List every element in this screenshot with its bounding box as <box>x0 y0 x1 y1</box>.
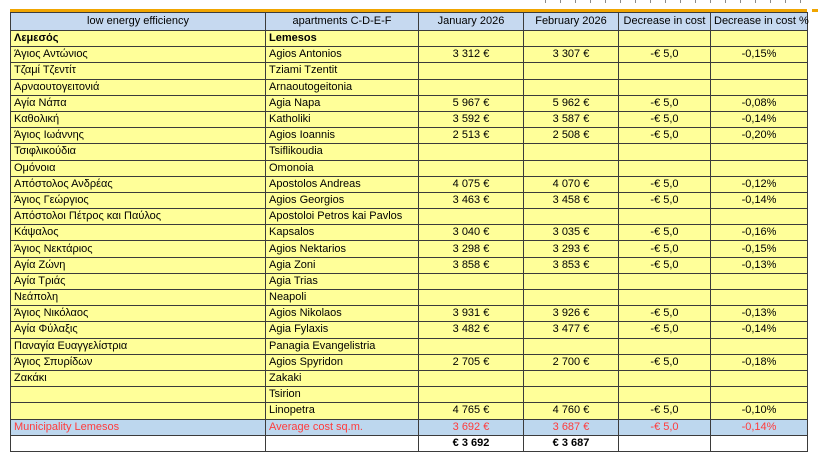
cell-translit-name[interactable]: Agios Ioannis <box>266 128 419 144</box>
cell-decrease-percent[interactable] <box>711 160 808 176</box>
cell-january-value[interactable] <box>419 79 524 95</box>
table-row <box>11 306 808 322</box>
cell-february-value[interactable]: 3 587 € <box>524 111 619 127</box>
cell-translit-name[interactable]: Apostoloi Petros kai Pavlos <box>266 209 419 225</box>
cell-decrease-value[interactable] <box>619 338 711 354</box>
cell-january-value[interactable]: 3 482 € <box>419 322 524 338</box>
table-row <box>11 144 808 160</box>
header-decrease-in-cost-pct[interactable]: Decrease in cost % <box>711 13 808 31</box>
cell-january-value[interactable]: 3 298 € <box>419 241 524 257</box>
cell-greek-name[interactable]: Αγία Ζώνη <box>11 257 266 273</box>
cell-decrease-percent[interactable] <box>711 144 808 160</box>
table-row <box>11 290 808 306</box>
cell-decrease-value[interactable]: -€ 5,0 <box>619 241 711 257</box>
cell-decrease-value[interactable]: -€ 5,0 <box>619 128 711 144</box>
cell-january-value[interactable]: 3 463 € <box>419 192 524 208</box>
cell-january-value[interactable]: 3 931 € <box>419 306 524 322</box>
table-row <box>11 160 808 176</box>
cell-translit-name[interactable]: Agios Georgios <box>266 192 419 208</box>
cell-february-value[interactable]: 4 760 € <box>524 403 619 419</box>
cell-february-value[interactable]: 3 687 € <box>524 419 619 435</box>
cell-decrease-percent[interactable] <box>711 209 808 225</box>
cell-greek-name[interactable]: Αγία Νάπα <box>11 95 266 111</box>
cell-decrease-value[interactable] <box>619 79 711 95</box>
table-row <box>11 241 808 257</box>
header-decrease-in-cost[interactable]: Decrease in cost <box>619 13 711 31</box>
cell-february-value[interactable]: 2 508 € <box>524 128 619 144</box>
cell-greek-name[interactable]: Απόστολοι Πέτρος και Παύλος <box>11 209 266 225</box>
cell-decrease-percent[interactable]: -0,15% <box>711 47 808 63</box>
header-january-2026[interactable]: January 2026 <box>419 13 524 31</box>
cell-january-value[interactable] <box>419 209 524 225</box>
cell-greek-name[interactable]: Άγιος Ιωάννης <box>11 128 266 144</box>
cell-decrease-percent[interactable] <box>711 63 808 79</box>
cell-translit-name[interactable]: Agia Fylaxis <box>266 322 419 338</box>
district-title-row <box>11 31 808 47</box>
cell-translit-name[interactable]: Omonoia <box>266 160 419 176</box>
cell-decrease-percent[interactable]: -0,13% <box>711 306 808 322</box>
cell-february-value[interactable]: 3 458 € <box>524 192 619 208</box>
cell-decrease-value[interactable]: -€ 5,0 <box>619 95 711 111</box>
cell-translit-name[interactable]: Linopetra <box>266 403 419 419</box>
cell-translit-name[interactable]: Katholiki <box>266 111 419 127</box>
cell-february-value[interactable] <box>524 209 619 225</box>
cell-january-value[interactable] <box>419 31 524 47</box>
cell-decrease-percent[interactable]: -0,15% <box>711 241 808 257</box>
cell-february-value[interactable]: 3 035 € <box>524 225 619 241</box>
cell-january-value[interactable]: 2 513 € <box>419 128 524 144</box>
header-apartments-cdef[interactable]: apartments C-D-E-F <box>266 13 419 31</box>
cell-decrease-value[interactable] <box>619 144 711 160</box>
cell-greek-name[interactable]: Απόστολος Ανδρέας <box>11 176 266 192</box>
cell-january-value[interactable]: 3 040 € <box>419 225 524 241</box>
cell-february-value[interactable]: 2 700 € <box>524 354 619 370</box>
cell-greek-name[interactable]: Άγιος Σπυρίδων <box>11 354 266 370</box>
cell-january-value[interactable]: 4 765 € <box>419 403 524 419</box>
cell-translit-name[interactable]: Agia Zoni <box>266 257 419 273</box>
cell-translit-name[interactable]: Agios Nektarios <box>266 241 419 257</box>
cell-february-value[interactable] <box>524 63 619 79</box>
cell-greek-name[interactable]: Τσιφλικούδια <box>11 144 266 160</box>
cell-decrease-value[interactable]: -€ 5,0 <box>619 225 711 241</box>
header-february-2026[interactable]: February 2026 <box>524 13 619 31</box>
cell-decrease-percent[interactable]: -0,14% <box>711 192 808 208</box>
cell-january-value[interactable] <box>419 290 524 306</box>
cell-decrease-percent[interactable]: -0,14% <box>711 322 808 338</box>
cell-january-value[interactable]: 3 312 € <box>419 47 524 63</box>
cell-decrease-percent[interactable] <box>711 338 808 354</box>
table-row <box>11 47 808 63</box>
cell-decrease-value[interactable]: -€ 5,0 <box>619 322 711 338</box>
cell-decrease-value[interactable] <box>619 370 711 386</box>
table-row <box>11 257 808 273</box>
cell-translit-name[interactable]: Apostolos Andreas <box>266 176 419 192</box>
cell-greek-name[interactable] <box>11 435 266 451</box>
cell-decrease-value[interactable]: -€ 5,0 <box>619 176 711 192</box>
header-row <box>11 13 808 31</box>
table-row <box>11 176 808 192</box>
cell-translit-name[interactable]: Agia Napa <box>266 95 419 111</box>
cell-february-value[interactable] <box>524 290 619 306</box>
cell-decrease-value[interactable]: -€ 5,0 <box>619 419 711 435</box>
table-row <box>11 63 808 79</box>
cell-february-value[interactable] <box>524 387 619 403</box>
cell-translit-name[interactable]: Tsiflikoudia <box>266 144 419 160</box>
cell-translit-name[interactable]: Tsirion <box>266 387 419 403</box>
cell-greek-name[interactable]: Αρναουτογειτονιά <box>11 79 266 95</box>
cell-translit-name[interactable]: Zakaki <box>266 370 419 386</box>
cell-january-value[interactable]: 2 705 € <box>419 354 524 370</box>
cell-february-value[interactable] <box>524 273 619 289</box>
table-row <box>11 338 808 354</box>
cell-greek-name[interactable]: Άγιος Νικόλαος <box>11 306 266 322</box>
cell-february-value[interactable]: 5 962 € <box>524 95 619 111</box>
table-row <box>11 209 808 225</box>
cell-february-value[interactable]: 3 853 € <box>524 257 619 273</box>
cell-february-value[interactable]: 3 477 € <box>524 322 619 338</box>
cell-decrease-percent[interactable]: -0,16% <box>711 225 808 241</box>
cell-decrease-percent[interactable]: -0,12% <box>711 176 808 192</box>
cell-february-value[interactable]: 3 293 € <box>524 241 619 257</box>
cell-decrease-percent[interactable]: -0,14% <box>711 111 808 127</box>
cell-decrease-value[interactable] <box>619 273 711 289</box>
cell-decrease-value[interactable] <box>619 63 711 79</box>
table-row <box>11 192 808 208</box>
cell-decrease-percent[interactable]: -0,18% <box>711 354 808 370</box>
table-row <box>11 79 808 95</box>
cell-february-value[interactable] <box>524 79 619 95</box>
summary-row <box>11 419 808 435</box>
cell-january-value[interactable]: 3 858 € <box>419 257 524 273</box>
cell-greek-name[interactable]: Άγιος Γεώργιος <box>11 192 266 208</box>
table-row <box>11 225 808 241</box>
cell-decrease-percent[interactable] <box>711 31 808 47</box>
cell-february-value[interactable] <box>524 144 619 160</box>
cell-january-value[interactable] <box>419 160 524 176</box>
cell-january-value[interactable] <box>419 273 524 289</box>
table-row <box>11 387 808 403</box>
cell-greek-name[interactable]: Ομόνοια <box>11 160 266 176</box>
table-row <box>11 128 808 144</box>
cell-translit-name[interactable]: Agios Spyridon <box>266 354 419 370</box>
cell-january-value[interactable] <box>419 63 524 79</box>
cell-january-value[interactable] <box>419 144 524 160</box>
partial-clipped-row <box>11 435 808 451</box>
clipped-row-above-ticks <box>545 0 807 3</box>
cell-greek-name[interactable]: Κάψαλος <box>11 225 266 241</box>
cell-greek-name[interactable]: Ζακάκι <box>11 370 266 386</box>
cell-decrease-value[interactable] <box>619 31 711 47</box>
table-row <box>11 95 808 111</box>
cell-greek-name[interactable] <box>11 403 266 419</box>
cell-translit-name[interactable]: Kapsalos <box>266 225 419 241</box>
cell-february-value[interactable]: 4 070 € <box>524 176 619 192</box>
cell-january-value[interactable]: € 3 692 <box>419 435 524 451</box>
cell-decrease-percent[interactable] <box>711 387 808 403</box>
cell-translit-name[interactable]: Neapoli <box>266 290 419 306</box>
cell-february-value[interactable]: 3 307 € <box>524 47 619 63</box>
cell-decrease-percent[interactable] <box>711 370 808 386</box>
cell-decrease-value[interactable]: -€ 5,0 <box>619 192 711 208</box>
cell-greek-name[interactable]: Τζαμί Τζεντίτ <box>11 63 266 79</box>
cell-february-value[interactable] <box>524 338 619 354</box>
table-row <box>11 403 808 419</box>
cell-january-value[interactable] <box>419 370 524 386</box>
cell-greek-name[interactable]: Άγιος Νεκτάριος <box>11 241 266 257</box>
cell-translit-name[interactable] <box>266 435 419 451</box>
cell-greek-name[interactable]: Καθολική <box>11 111 266 127</box>
cell-decrease-value[interactable] <box>619 209 711 225</box>
cell-greek-name[interactable]: Αγία Φύλαξις <box>11 322 266 338</box>
cell-january-value[interactable] <box>419 387 524 403</box>
cell-february-value[interactable]: 3 926 € <box>524 306 619 322</box>
cell-decrease-percent[interactable] <box>711 435 808 451</box>
cell-decrease-value[interactable]: -€ 5,0 <box>619 306 711 322</box>
cell-february-value[interactable] <box>524 370 619 386</box>
cell-greek-name[interactable]: Municipality Lemesos <box>11 419 266 435</box>
cell-translit-name[interactable]: Agios Nikolaos <box>266 306 419 322</box>
cell-translit-name[interactable]: Agia Trias <box>266 273 419 289</box>
cell-decrease-percent[interactable] <box>711 290 808 306</box>
cell-translit-name[interactable]: Panagia Evangelistria <box>266 338 419 354</box>
cell-january-value[interactable]: 3 692 € <box>419 419 524 435</box>
cell-decrease-percent[interactable]: -0,14% <box>711 419 808 435</box>
cell-january-value[interactable]: 4 075 € <box>419 176 524 192</box>
table-row <box>11 273 808 289</box>
cell-translit-name[interactable]: Agios Antonios <box>266 47 419 63</box>
cell-decrease-value[interactable] <box>619 160 711 176</box>
cell-february-value[interactable]: € 3 687 <box>524 435 619 451</box>
cell-decrease-percent[interactable]: -0,10% <box>711 403 808 419</box>
cost-table <box>10 12 808 452</box>
cell-decrease-percent[interactable]: -0,13% <box>711 257 808 273</box>
cell-january-value[interactable]: 5 967 € <box>419 95 524 111</box>
cell-greek-name[interactable]: Νεάπολη <box>11 290 266 306</box>
cell-translit-name[interactable]: Average cost sq.m. <box>266 419 419 435</box>
cell-greek-name[interactable]: Αγία Τριάς <box>11 273 266 289</box>
cell-greek-name[interactable] <box>11 387 266 403</box>
cell-decrease-value[interactable] <box>619 387 711 403</box>
table-row <box>11 111 808 127</box>
cell-january-value[interactable]: 3 592 € <box>419 111 524 127</box>
table-top-gold-border-fragment <box>812 9 818 12</box>
cell-decrease-value[interactable]: -€ 5,0 <box>619 47 711 63</box>
table-row <box>11 370 808 386</box>
header-low-energy-efficiency[interactable]: low energy efficiency <box>11 13 266 31</box>
cell-translit-name[interactable]: Arnaoutogeitonia <box>266 79 419 95</box>
cell-decrease-percent[interactable]: -0,20% <box>711 128 808 144</box>
cell-decrease-value[interactable]: -€ 5,0 <box>619 257 711 273</box>
cell-decrease-percent[interactable] <box>711 79 808 95</box>
cell-translit-name[interactable]: Lemesos <box>266 31 419 47</box>
cell-translit-name[interactable]: Tziami Tzentit <box>266 63 419 79</box>
table-row <box>11 322 808 338</box>
cell-greek-name[interactable]: Παναγία Ευαγγελίστρια <box>11 338 266 354</box>
cell-february-value[interactable] <box>524 160 619 176</box>
cell-decrease-value[interactable] <box>619 435 711 451</box>
cell-decrease-percent[interactable] <box>711 273 808 289</box>
cell-decrease-value[interactable]: -€ 5,0 <box>619 354 711 370</box>
cell-greek-name[interactable]: Λεμεσός <box>11 31 266 47</box>
cell-decrease-value[interactable]: -€ 5,0 <box>619 111 711 127</box>
cell-decrease-value[interactable]: -€ 5,0 <box>619 403 711 419</box>
table-row <box>11 354 808 370</box>
cell-greek-name[interactable]: Άγιος Αντώνιος <box>11 47 266 63</box>
cell-january-value[interactable] <box>419 338 524 354</box>
cell-decrease-percent[interactable]: -0,08% <box>711 95 808 111</box>
cell-decrease-value[interactable] <box>619 290 711 306</box>
cell-february-value[interactable] <box>524 31 619 47</box>
